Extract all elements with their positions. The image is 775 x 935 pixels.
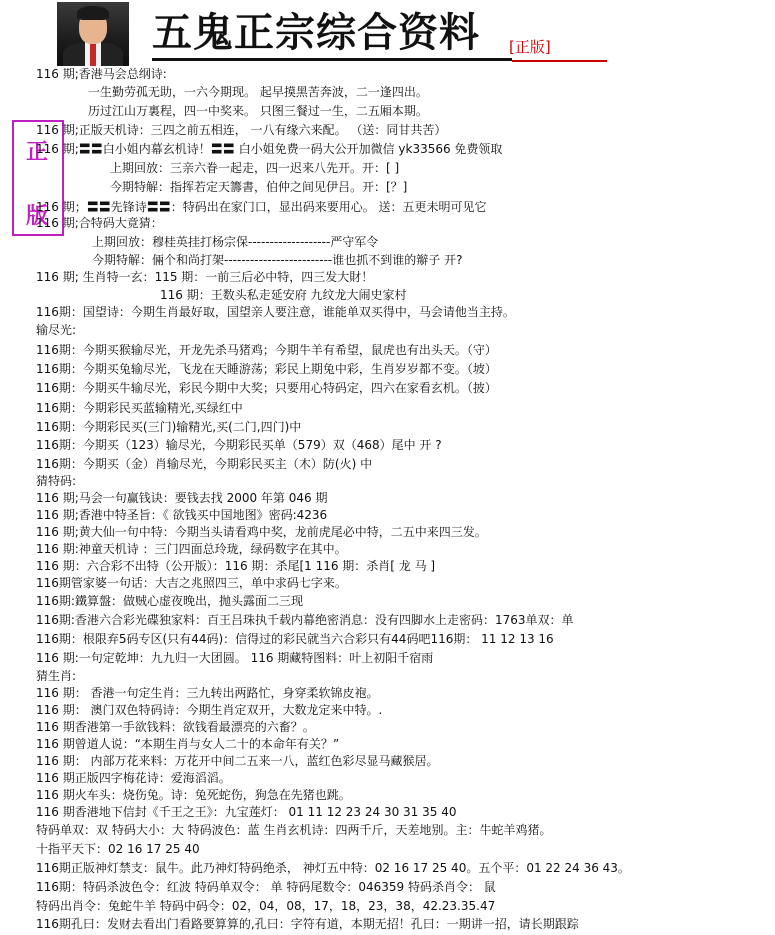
text-line: 116期:鐵算盤：做贼心虚夜晚出，抛头露面二三现 bbox=[36, 594, 303, 608]
text-line: 116期：特码杀波色令：红波 特码单双令： 单 特码尾数令：046359 特码杀肖令： 鼠 bbox=[36, 880, 496, 894]
text-line: 116期：今期彩民买(三门)输精光,买(二门,四门)中 bbox=[36, 420, 302, 434]
text-line: 116 期;香港马会总纲诗: bbox=[36, 67, 167, 81]
text-line: 猜特码: bbox=[36, 474, 77, 488]
text-line: 116期：国望诗：今期生肖最好取，国望亲人要注意，谁能单双买得中，马会请他当主持。 bbox=[36, 305, 515, 319]
text-line: 历过江山万裏程，四一中奖来。 只图三餐过一生，二五厢本期。 bbox=[88, 104, 428, 118]
text-line: 116 期:神童天机诗 ：三门四面总玲珑，绿码数字在其中。 bbox=[36, 542, 347, 556]
text-line: 116 期正版四字梅花诗：爱海滔滔。 bbox=[36, 771, 231, 785]
text-line: 116 期： 香港一句定生肖：三九转出两路忙，身穿柔软锦皮袍。 bbox=[36, 686, 379, 700]
text-line: 116期：今期买（123）输尽光，今期彩民买单（579）双（468）尾中 开 ? bbox=[36, 438, 442, 452]
stamp-char-top: 正 bbox=[26, 139, 49, 165]
text-line: 输尽光: bbox=[36, 323, 77, 337]
text-line: 116期：今期买猴输尽光，开龙先杀马猪鸡；今期牛羊有希望，鼠虎也有出头天。（守） bbox=[36, 343, 497, 357]
text-line: 116 期;马会一句赢钱诀：要钱去找 2000 年第 046 期 bbox=[36, 491, 328, 505]
text-line: 116期：根限弃5码专区(只有44码)：信得过的彩民就当六合彩只有44码吧116期： 11 12 13 16 bbox=[36, 632, 554, 646]
text-line: 116 期火车头：烧伤兔。诗：兔死蛇伤，狗急在先猪也跳。 bbox=[36, 788, 351, 802]
text-line: 116期：今期买兔输尽光，飞龙在天睡游荡；彩民上期兔中彩，生肖岁岁都不变。（坡） bbox=[36, 362, 497, 376]
text-line: 116 期;〓〓白小姐内幕玄机诗！〓〓 白小姐免费一码大公开加微信 yk33566 免费领取 bbox=[36, 142, 503, 156]
text-line: 116期：今期彩民买蓝输精光,买绿红中 bbox=[36, 401, 243, 415]
stamp-char-bottom: 版 bbox=[26, 203, 49, 229]
text-line: 116期正版神灯禁支：鼠牛。此乃神灯特码绝杀， 神灯五中特：02 16 17 25 40。五个平：01 22 24 36 43。 bbox=[36, 861, 630, 875]
text-line: 116期：今期买（金）肖输尽光，今期彩民买主（木）防(火) 中 bbox=[36, 457, 373, 471]
text-line: 上期回放：穆桂英挂打杨宗保-------------------严守军令 bbox=[92, 235, 379, 249]
text-line: 116 期曾道人说：“本期生肖与女人二十的本命年有关？” bbox=[36, 737, 340, 751]
text-line: 116 期;香港中特圣旨：《 欲钱买中国地图》密码:4236 bbox=[36, 508, 328, 522]
text-line: 特码单双：双 特码大小：大 特码波色：蓝 生肖玄机诗：四两千斤，天差地别。主：牛蛇羊鸡猪。 bbox=[36, 823, 552, 837]
text-line: 116 期；〓〓先锋诗〓〓：特码出在家门口，显出码来要用心。 送：五更未明可见它 bbox=[36, 200, 487, 214]
text-line: 十指平天下：02 16 17 25 40 bbox=[36, 842, 200, 856]
text-line: 116期管家婆一句话：大吉之兆照四三，单中求码七字来。 bbox=[36, 576, 347, 590]
text-line: 116 期; 生肖特一玄：115 期：一前三后必中特，四三发大財！ bbox=[36, 270, 374, 284]
text-line: 116期：今期买牛输尽光，彩民今期中大奖；只要用心特码定，四六在家看玄机。（披） bbox=[36, 381, 497, 395]
text-line: 116 期;黄大仙一句中特：今期当头请看鸡中奖，龙前虎尾必中特，二五中来四三发。 bbox=[36, 525, 487, 539]
version-badge: [正版] bbox=[509, 38, 551, 56]
text-line: 116 期：六合彩不出特（公开版）：116 期：杀尾[1 116 期：杀肖[ 龙 马 ] bbox=[36, 559, 436, 573]
text-line: 116 期香港第一手欲钱料：欲钱看最漂亮的六畜？。 bbox=[36, 720, 315, 734]
text-line: 116 期： 内部万花来料：万花开中间二五来一八，蓝红色彩尽显马藏猴居。 bbox=[36, 754, 439, 768]
badge-underline bbox=[512, 60, 607, 62]
text-line: 特码出肖令：兔蛇牛羊 特码中码令：02，04，08，17，18，23，38，42.23.35.47 bbox=[36, 899, 496, 913]
text-line: 上期回放：三亲六眷一起走，四一迟来八先开。开：[ ] bbox=[110, 161, 400, 175]
avatar bbox=[57, 2, 129, 66]
text-line: 116期孔曰：发财去看出门看路要算算的,孔曰：字符有道，本期无招！孔曰：一期讲一招，请长期跟踪 bbox=[36, 917, 579, 931]
text-line: 116 期香港地下信封《千王之王》：九宝莲灯： 01 11 12 23 24 30 31 35 40 bbox=[36, 805, 457, 819]
text-line: 今期特解：倆个和尚打架-------------------------谁也抓不到谁的辮子 开? bbox=[92, 253, 463, 267]
text-line: 116 期;合特码大竟猜： bbox=[36, 216, 163, 230]
text-line: 116 期:一句定乾坤：九九归一大团圆。 116 期藏特图料：叶上初阳千宿雨 bbox=[36, 651, 434, 665]
text-line: 116 期：王数头私走延安府 九纹龙大闹史家村 bbox=[160, 288, 407, 302]
text-line: 猜生肖: bbox=[36, 669, 77, 683]
text-line: 今期特解：指挥若定天籌書，伯仲之间见伊吕。开：[？] bbox=[110, 180, 408, 194]
text-line: 116 期;正版天机诗：三四之前五相连， 一八有缘六来配。 （送：同甘共苦） bbox=[36, 123, 447, 137]
page-title: 五鬼正宗综合资料 bbox=[152, 9, 480, 56]
text-line: 116 期： 澳门双色特码诗：今期生肖定双开，大数龙定来中特。. bbox=[36, 703, 383, 717]
title-underline bbox=[152, 58, 512, 61]
header bbox=[0, 0, 775, 68]
text-line: 一生勤劳孤无助，一六今期现。 起早摸黑苦奔波，二一逢四出。 bbox=[88, 85, 428, 99]
text-line: 116期:香港六合彩光碟独家料：百王吕珠执千载内幕绝密消息：没有四脚水上走密码：1763单双：单 bbox=[36, 613, 574, 627]
